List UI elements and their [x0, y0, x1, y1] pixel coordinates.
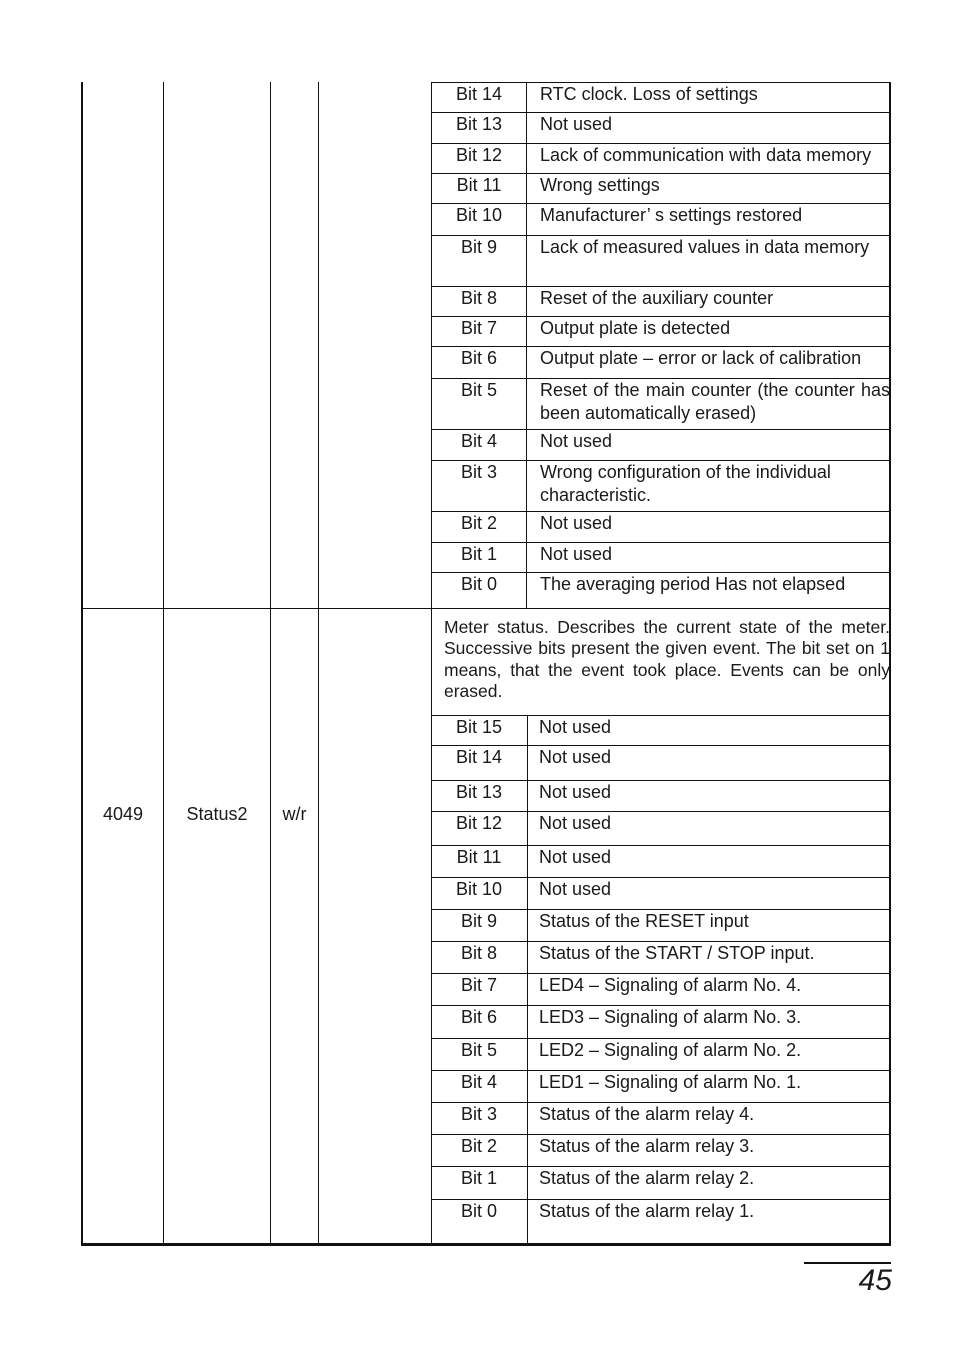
row-rule — [431, 811, 890, 812]
bit-label: Bit 11 — [456, 847, 502, 867]
bit-label: Bit 11 — [456, 175, 502, 195]
row-rule — [431, 715, 890, 716]
bit-label: Bit 0 — [460, 1201, 498, 1221]
bit-description: Lack of communication with data memory — [540, 145, 872, 165]
bit-description: Not used — [539, 847, 612, 867]
bit-label: Bit 14 — [455, 747, 503, 767]
register-address: 4049 — [102, 804, 144, 824]
bit-description: Status of the alarm relay 2. — [539, 1168, 755, 1188]
bit-label: Bit 0 — [460, 574, 498, 594]
bit-description: Status of the START / STOP input. — [539, 943, 815, 963]
bit-description: Output plate – error or lack of calibration — [540, 348, 862, 368]
bit-label: Bit 6 — [460, 348, 498, 368]
bit-description: Not used — [539, 717, 612, 737]
row-rule — [431, 941, 890, 942]
row-rule — [431, 973, 890, 974]
bit-description: RTC clock. Loss of settings — [540, 84, 758, 104]
bit-description: The averaging period Has not elapsed — [540, 574, 846, 594]
bit-label: Bit 3 — [460, 462, 498, 482]
bit-label: Bit 8 — [460, 288, 498, 308]
bit-label: Bit 3 — [460, 1104, 498, 1124]
bit-label: Bit 14 — [455, 84, 503, 104]
row-rule — [431, 542, 890, 543]
bit-description: Reset of the auxiliary counter — [540, 288, 774, 308]
bit-label: Bit 2 — [460, 513, 498, 533]
bit-description: Status of the alarm relay 1. — [539, 1201, 755, 1221]
bit-label: Bit 12 — [455, 813, 503, 833]
bit-label: Bit 7 — [460, 975, 498, 995]
bit-label: Bit 13 — [455, 114, 503, 134]
row-rule — [431, 1102, 890, 1103]
row-rule — [431, 235, 890, 236]
register-description: Meter status. Describes the current state of the meter. Successive bits present the given event. The bit set on 1 means, that the event took place. Events can be only erased. — [444, 617, 890, 701]
register-access: w/r — [282, 804, 307, 824]
row-rule — [431, 1134, 890, 1135]
bit-desc-divider — [527, 715, 528, 1243]
bit-description: Status of the alarm relay 4. — [539, 1104, 755, 1124]
bit-label: Bit 1 — [460, 544, 498, 564]
row-rule — [431, 1070, 890, 1071]
bit-desc-divider — [526, 82, 527, 608]
bit-label: Bit 10 — [455, 879, 503, 899]
page-number: 45 — [858, 1264, 892, 1297]
bit-description: Status of the alarm relay 3. — [539, 1136, 755, 1156]
bit-label: Bit 6 — [460, 1007, 498, 1027]
row-rule — [431, 780, 890, 781]
bit-description: Not used — [540, 513, 613, 533]
bit-description: LED3 – Signaling of alarm No. 3. — [539, 1007, 802, 1027]
row-rule — [431, 203, 890, 204]
row-rule — [431, 1199, 890, 1200]
row-rule — [431, 429, 890, 430]
row-rule — [431, 143, 890, 144]
row-rule — [431, 378, 890, 379]
row-rule — [431, 346, 890, 347]
row-rule — [431, 511, 890, 512]
bit-description: Wrong settings — [540, 175, 660, 195]
row-rule — [431, 316, 890, 317]
bit-description: Not used — [539, 747, 612, 767]
bit-description: Reset of the main counter (the counter has been automatically erased) — [540, 380, 890, 423]
bit-description: Manufacturer’ s settings restored — [540, 205, 803, 225]
bit-label: Bit 1 — [460, 1168, 498, 1188]
bit-description: Status of the RESET input — [539, 911, 749, 931]
bit-label: Bit 5 — [460, 380, 498, 400]
bit-label: Bit 9 — [460, 911, 498, 931]
row-rule — [431, 1243, 890, 1244]
row-rule — [431, 112, 890, 113]
bit-description: Wrong configuration of the individual characteristic. — [540, 462, 831, 505]
section-divider — [81, 608, 891, 609]
row-rule — [431, 1038, 890, 1039]
bit-label: Bit 8 — [460, 943, 498, 963]
bit-description: LED2 – Signaling of alarm No. 2. — [539, 1040, 802, 1060]
row-rule — [431, 1005, 890, 1006]
row-rule — [431, 845, 890, 846]
bit-description: Not used — [539, 813, 612, 833]
bit-description: LED4 – Signaling of alarm No. 4. — [539, 975, 802, 995]
bit-label: Bit 10 — [455, 205, 503, 225]
bit-label: Bit 4 — [460, 1072, 498, 1092]
table-border-left — [81, 82, 83, 1245]
row-rule — [431, 1166, 890, 1167]
bit-description: Not used — [540, 431, 613, 451]
row-rule — [431, 877, 890, 878]
bit-description: Output plate is detected — [540, 318, 731, 338]
bit-label: Bit 15 — [455, 717, 503, 737]
row-rule — [431, 460, 890, 461]
row-rule — [431, 572, 890, 573]
bit-label: Bit 9 — [460, 237, 498, 257]
bit-label: Bit 5 — [460, 1040, 498, 1060]
row-rule — [431, 82, 890, 83]
bit-label: Bit 13 — [455, 782, 503, 802]
bit-description: Not used — [540, 114, 613, 134]
row-rule — [431, 286, 890, 287]
bit-label: Bit 2 — [460, 1136, 498, 1156]
row-rule — [431, 173, 890, 174]
row-rule — [431, 745, 890, 746]
register-name: Status2 — [186, 804, 248, 824]
bit-description: Not used — [540, 544, 613, 564]
row-rule — [431, 909, 890, 910]
bit-label: Bit 7 — [460, 318, 498, 338]
column-divider-2 — [270, 82, 271, 1245]
column-divider-3 — [318, 82, 319, 1245]
column-divider-1 — [163, 82, 164, 1245]
bit-description: Not used — [539, 879, 612, 899]
bit-description: LED1 – Signaling of alarm No. 1. — [539, 1072, 802, 1092]
bit-description: Not used — [539, 782, 612, 802]
bit-label: Bit 12 — [455, 145, 503, 165]
bit-description: Lack of measured values in data memory — [540, 237, 870, 257]
bit-label: Bit 4 — [460, 431, 498, 451]
